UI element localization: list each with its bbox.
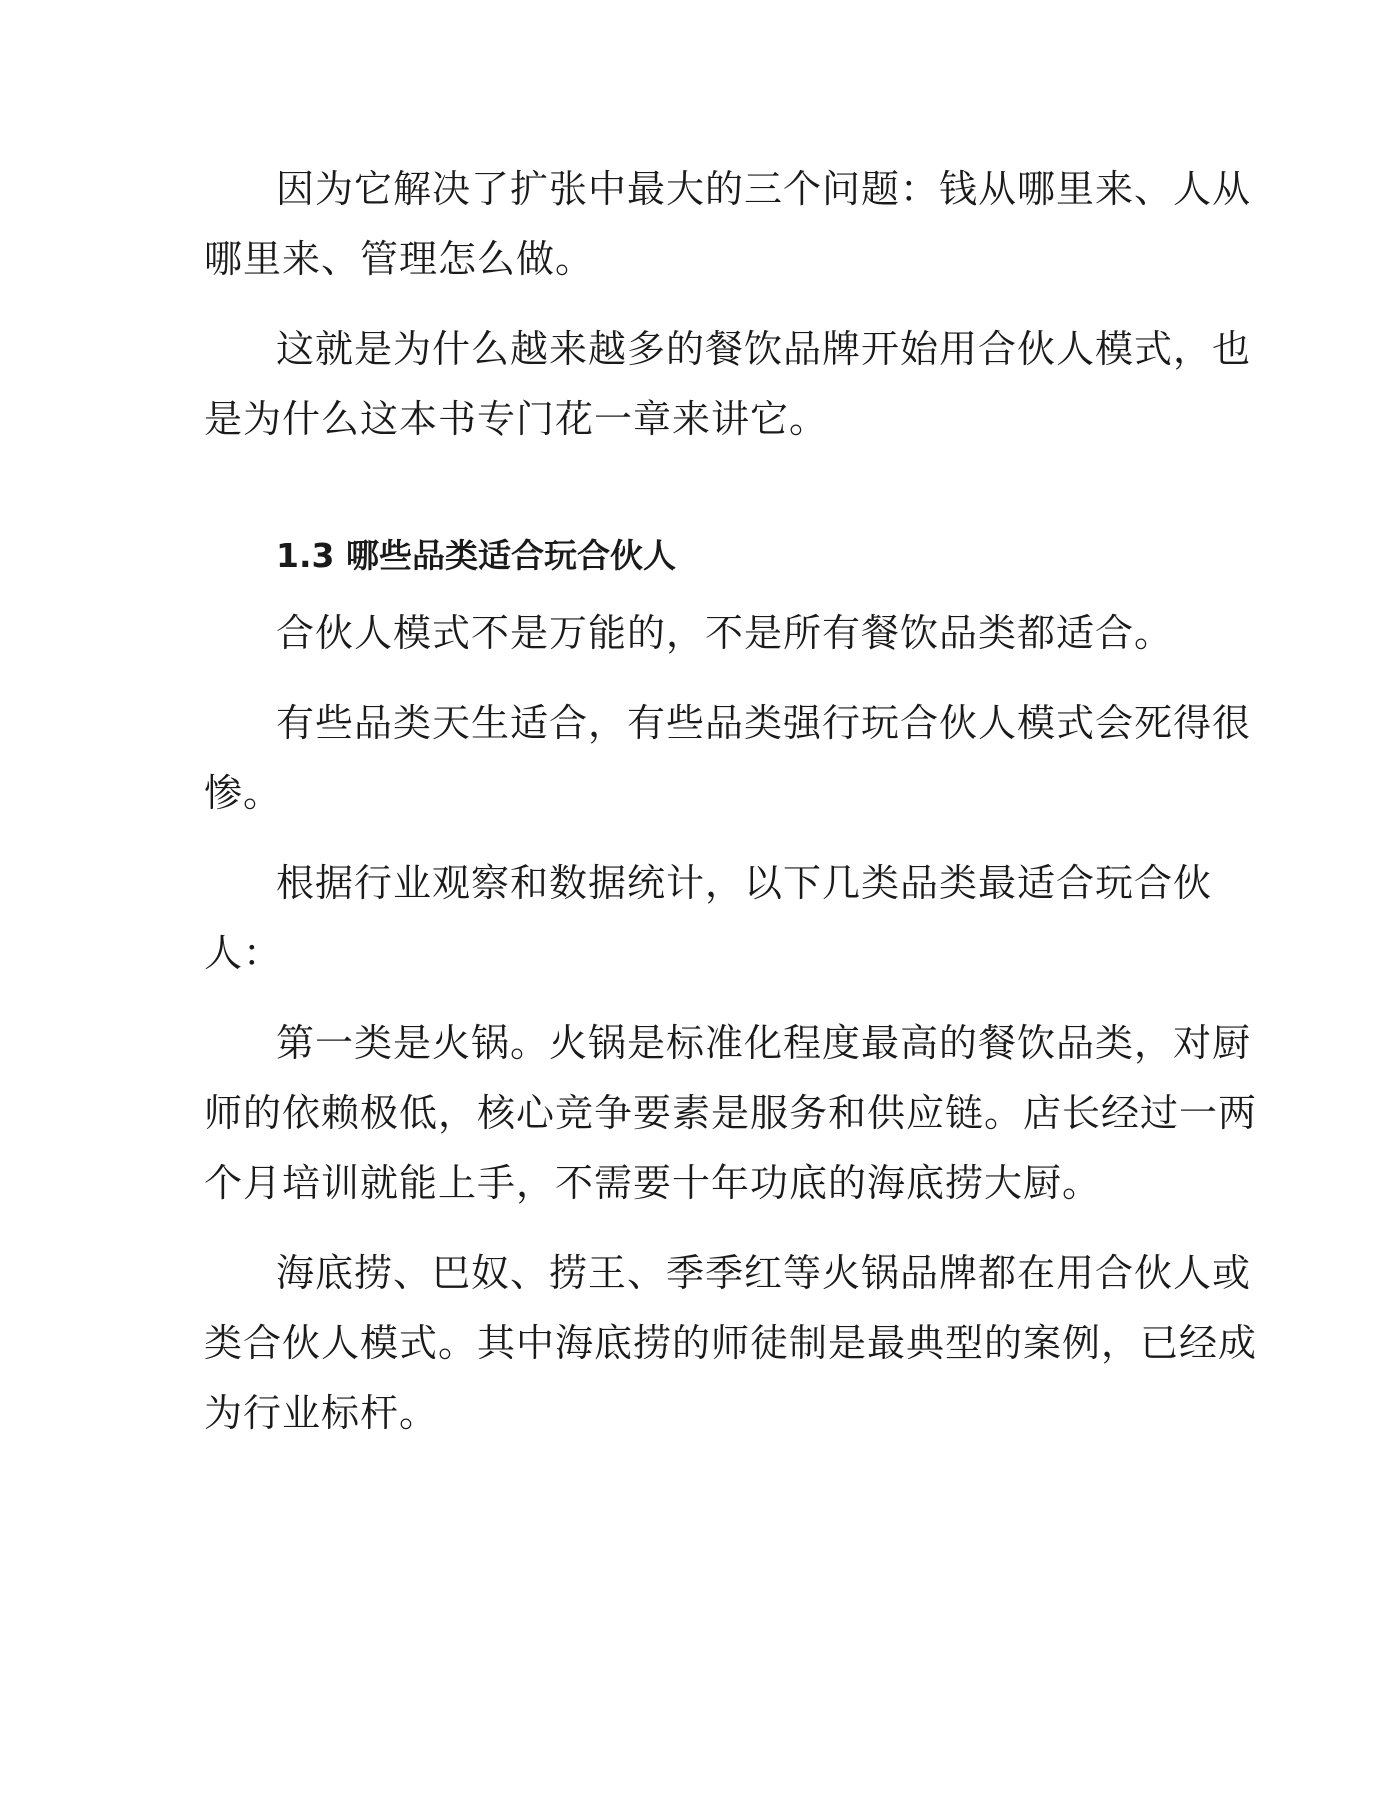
paragraph-some-categories	[204, 688, 1252, 828]
paragraph-line: 为行业标杆。	[204, 1391, 439, 1435]
paragraph-not-universal	[204, 598, 1184, 668]
paragraph-line: 人：	[204, 931, 283, 975]
paragraph-hotpot-brands	[204, 1238, 1258, 1448]
paragraph-line: 合伙人模式不是万能的，不是所有餐饮品类都适合。	[276, 611, 1174, 655]
paragraph-three-problems	[204, 154, 1252, 294]
paragraph-line: 根据行业观察和数据统计，以下几类品类最适合玩合伙	[276, 861, 1213, 905]
paragraph-spacer	[204, 294, 1184, 314]
paragraph-line: 这就是为什么越来越多的餐饮品牌开始用合伙人模式，也	[276, 327, 1252, 371]
paragraph-line: 有些品类天生适合，有些品类强行玩合伙人模式会死得很	[276, 701, 1252, 745]
paragraph-line: 个月培训就能上手，不需要十年功底的海底捞大厨。	[204, 1161, 1102, 1205]
paragraph-line: 惨。	[204, 771, 283, 815]
paragraph-line: 第一类是火锅。火锅是标准化程度最高的餐饮品类，对厨	[276, 1021, 1252, 1065]
paragraph-line: 哪里来、管理怎么做。	[204, 237, 595, 281]
paragraph-spacer	[204, 1218, 1184, 1238]
paragraph-hotpot	[204, 1008, 1258, 1218]
paragraph-spacer	[204, 988, 1184, 1008]
paragraph-line: 类合伙人模式。其中海底捞的师徒制是最典型的案例，已经成	[204, 1321, 1258, 1365]
paragraph-line: 是为什么这本书专门花一章来讲它。	[204, 397, 829, 441]
paragraph-line: 师的依赖极低，核心竞争要素是服务和供应链。店长经过一两	[204, 1091, 1258, 1135]
section-heading: 1.3 哪些品类适合玩合伙人	[276, 536, 676, 575]
paragraph-industry-observation	[204, 848, 1213, 988]
paragraph-why-partner-model	[204, 314, 1252, 454]
paragraph-line: 海底捞、巴奴、捞王、季季红等火锅品牌都在用合伙人或	[276, 1251, 1252, 1295]
paragraph-line: 因为它解决了扩张中最大的三个问题：钱从哪里来、人从	[276, 167, 1252, 211]
paragraph-spacer	[204, 668, 1184, 688]
document-page	[204, 154, 1258, 1448]
paragraph-spacer	[204, 828, 1184, 848]
